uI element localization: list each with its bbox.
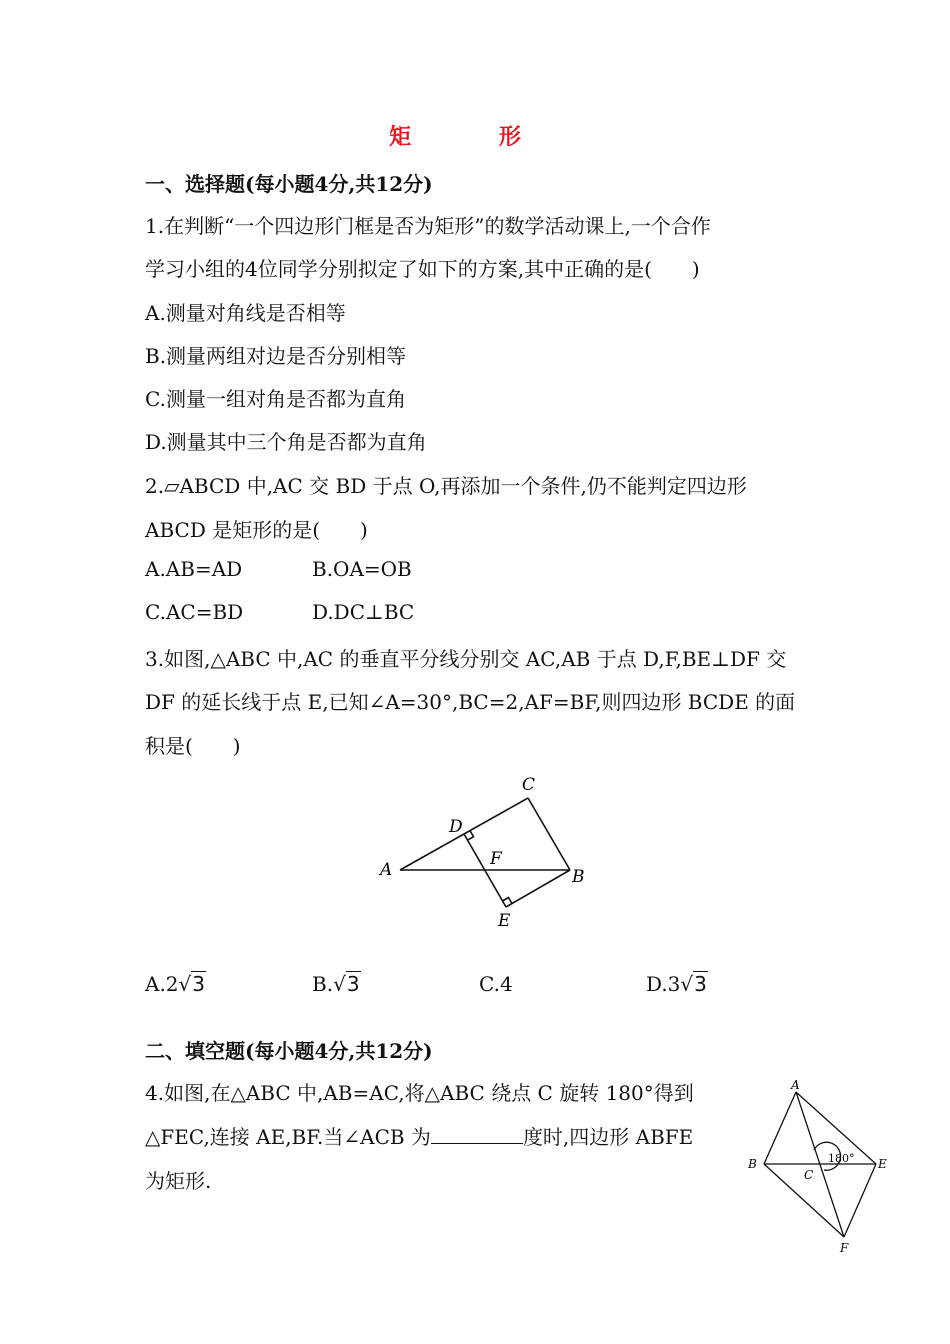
sqrt-icon: √3 — [178, 972, 206, 996]
q2-option-c: C.AC=BD — [145, 600, 244, 624]
q3-stem-line3: 积是( ) — [145, 734, 241, 758]
answer-blank[interactable] — [431, 1125, 523, 1144]
segment-ab — [764, 1092, 796, 1164]
label-c: C — [804, 1168, 814, 1182]
q3-option-d-prefix: D.3 — [646, 972, 681, 996]
q1-stem-line1: 1.在判断“一个四边形门框是否为矩形”的数学活动课上,一个合作 — [145, 214, 711, 238]
label-e: E — [878, 1157, 887, 1171]
q3-option-b — [312, 972, 361, 996]
q2-option-a: A.AB=AD — [145, 557, 243, 581]
label-f: F — [490, 849, 502, 869]
parallelogram-symbol: ▱ — [164, 474, 180, 498]
sqrt-icon: √3 — [333, 972, 360, 996]
angle-label: 180° — [828, 1152, 855, 1165]
q4-text-before-blank: △FEC,连接 AE,BF.当∠ACB 为 — [145, 1125, 431, 1149]
q3-figure — [370, 770, 600, 935]
q3-stem-line1: 3.如图,△ABC 中,AC 的垂直平分线分别交 AC,AB 于点 D,F,BE⊥DF 交 — [145, 647, 787, 671]
q4-figure — [740, 1072, 900, 1262]
q2-number: 2. — [145, 474, 165, 498]
segment-cb — [528, 798, 570, 870]
label-b: B — [748, 1157, 757, 1171]
q1-stem-line2: 学习小组的4位同学分别拟定了如下的方案,其中正确的是( ) — [145, 257, 700, 281]
q3-stem-line2: DF 的延长线于点 E,已知∠A=30°,BC=2,AF=BF,则四边形 BCDE 的面 — [145, 690, 796, 714]
q4-text-after-blank: 度时,四边形 ABFE — [522, 1125, 694, 1149]
q2-option-b: B.OA=OB — [312, 557, 412, 581]
label-c: C — [522, 775, 536, 795]
radicand: 3 — [694, 972, 707, 996]
q3-option-a-prefix: A.2 — [145, 972, 179, 996]
q2-stem-line2: ABCD 是矩形的是( ) — [145, 518, 368, 542]
radicand: 3 — [346, 972, 360, 996]
q1-option-a: A.测量对角线是否相等 — [145, 301, 346, 325]
q1-option-c: C.测量一组对角是否都为直角 — [145, 387, 406, 411]
q4-stem-line1: 4.如图,在△ABC 中,AB=AC,将△ABC 绕点 C 旋转 180°得到 — [145, 1081, 694, 1105]
label-d: D — [449, 817, 463, 837]
section-fill-heading: 二、填空题(每小题4分,共12分) — [145, 1039, 433, 1063]
q2-option-d: D.DC⊥BC — [312, 600, 415, 624]
page-title: 矩 形 — [389, 124, 561, 150]
q4-stem-line3: 为矩形. — [145, 1169, 212, 1193]
segment-eb — [506, 870, 570, 907]
radicand: 3 — [192, 972, 206, 996]
q1-option-d: D.测量其中三个角是否都为直角 — [145, 430, 427, 454]
label-a: A — [791, 1078, 800, 1092]
q3-option-a — [145, 972, 206, 996]
label-f: F — [840, 1241, 849, 1255]
sqrt-icon: √3 — [680, 972, 707, 996]
q2-stem-text: ABCD 中,AC 交 BD 于点 O,再添加一个条件,仍不能判定四边形 — [179, 474, 747, 498]
label-b: B — [572, 867, 585, 887]
q2-stem-line1 — [145, 470, 747, 499]
q3-option-d — [646, 972, 708, 996]
q1-option-b: B.测量两组对边是否分别相等 — [145, 344, 407, 368]
label-e: E — [498, 911, 511, 931]
q4-stem-line2 — [145, 1121, 693, 1150]
label-a: A — [380, 860, 393, 880]
q3-option-c: C.4 — [479, 972, 513, 996]
q3-option-b-prefix: B. — [312, 972, 334, 996]
section-choice-heading: 一、选择题(每小题4分,共12分) — [145, 172, 433, 196]
segment-ef — [844, 1164, 876, 1237]
